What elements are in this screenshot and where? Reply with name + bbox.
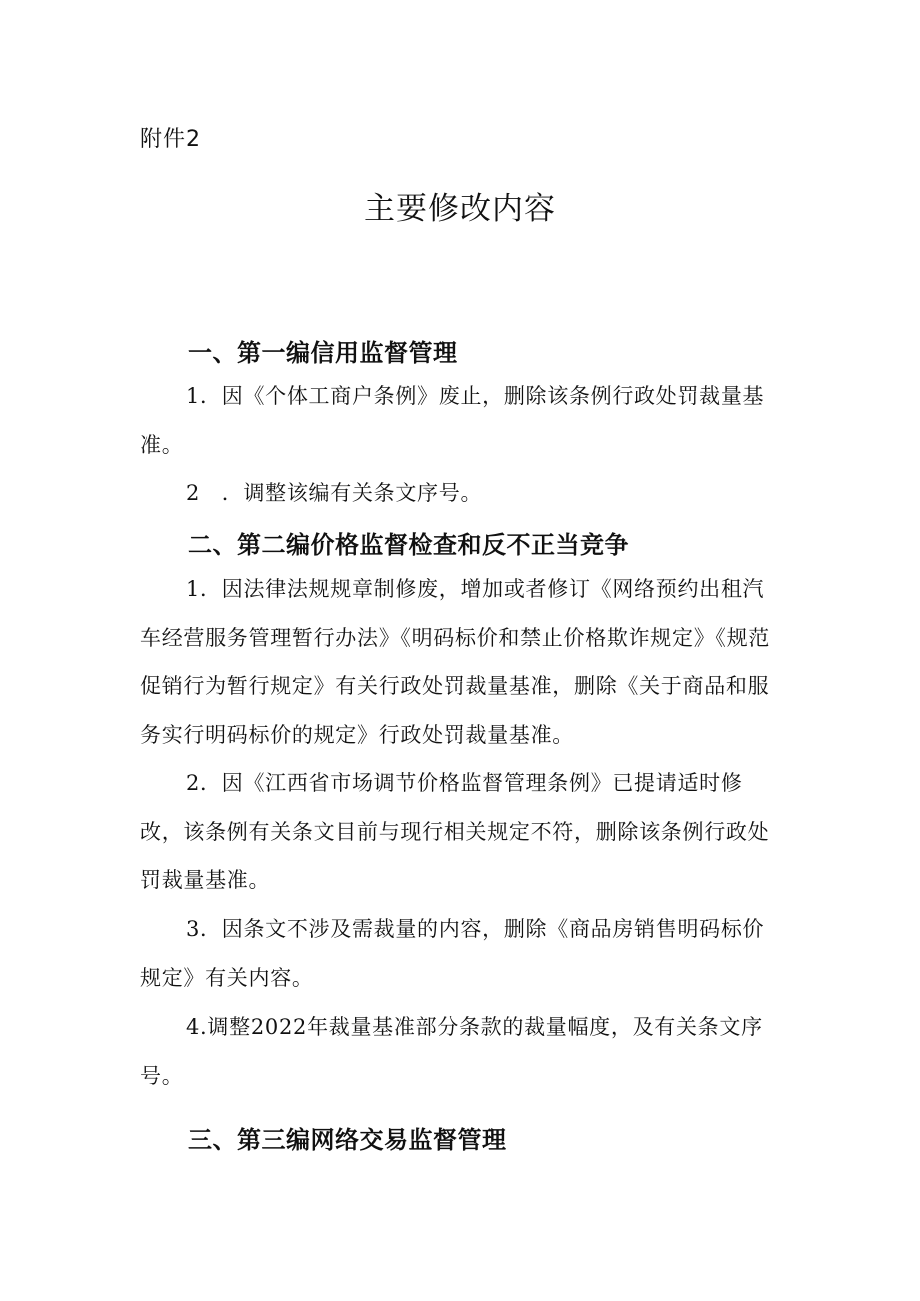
section-2-item-4: 4.调整2022年裁量基准部分条款的裁量幅度，及有关条文序号。 bbox=[140, 1015, 763, 1088]
section-2-item-1: 1．因法律法规规章制修废，增加或者修订《网络预约出租汽车经营服务管理暂行办法》《明码标价和禁止价格欺诈规定》《规范促销行为暂行规定》有关行政处罚裁量基准，删除《关于商品和服务实行明码标价的规定》行政处罚裁量基准。 bbox=[140, 577, 770, 747]
section-2-item-2: 2．因《江西省市场调节价格监督管理条例》已提请适时修改，该条例有关条文目前与现行相关规定不符，删除该条例行政处罚裁量基准。 bbox=[140, 771, 770, 892]
section-2-item-3: 3．因条文不涉及需裁量的内容，删除《商品房销售明码标价规定》有关内容。 bbox=[140, 917, 765, 990]
document-title: 主要修改内容 bbox=[364, 191, 556, 227]
section-1-item-2: 2 ．调整该编有关条文序号。 bbox=[186, 481, 483, 505]
section-heading-3: 三、第三编网络交易监督管理 bbox=[188, 1126, 507, 1154]
section-heading-1: 一、第一编信用监督管理 bbox=[188, 339, 458, 367]
attachment-label: 附件2 bbox=[140, 127, 201, 152]
section-heading-2: 二、第二编价格监督检查和反不正当竞争 bbox=[188, 531, 629, 559]
section-1-item-1: 1．因《个体工商户条例》废止，删除该条例行政处罚裁量基准。 bbox=[140, 384, 765, 457]
